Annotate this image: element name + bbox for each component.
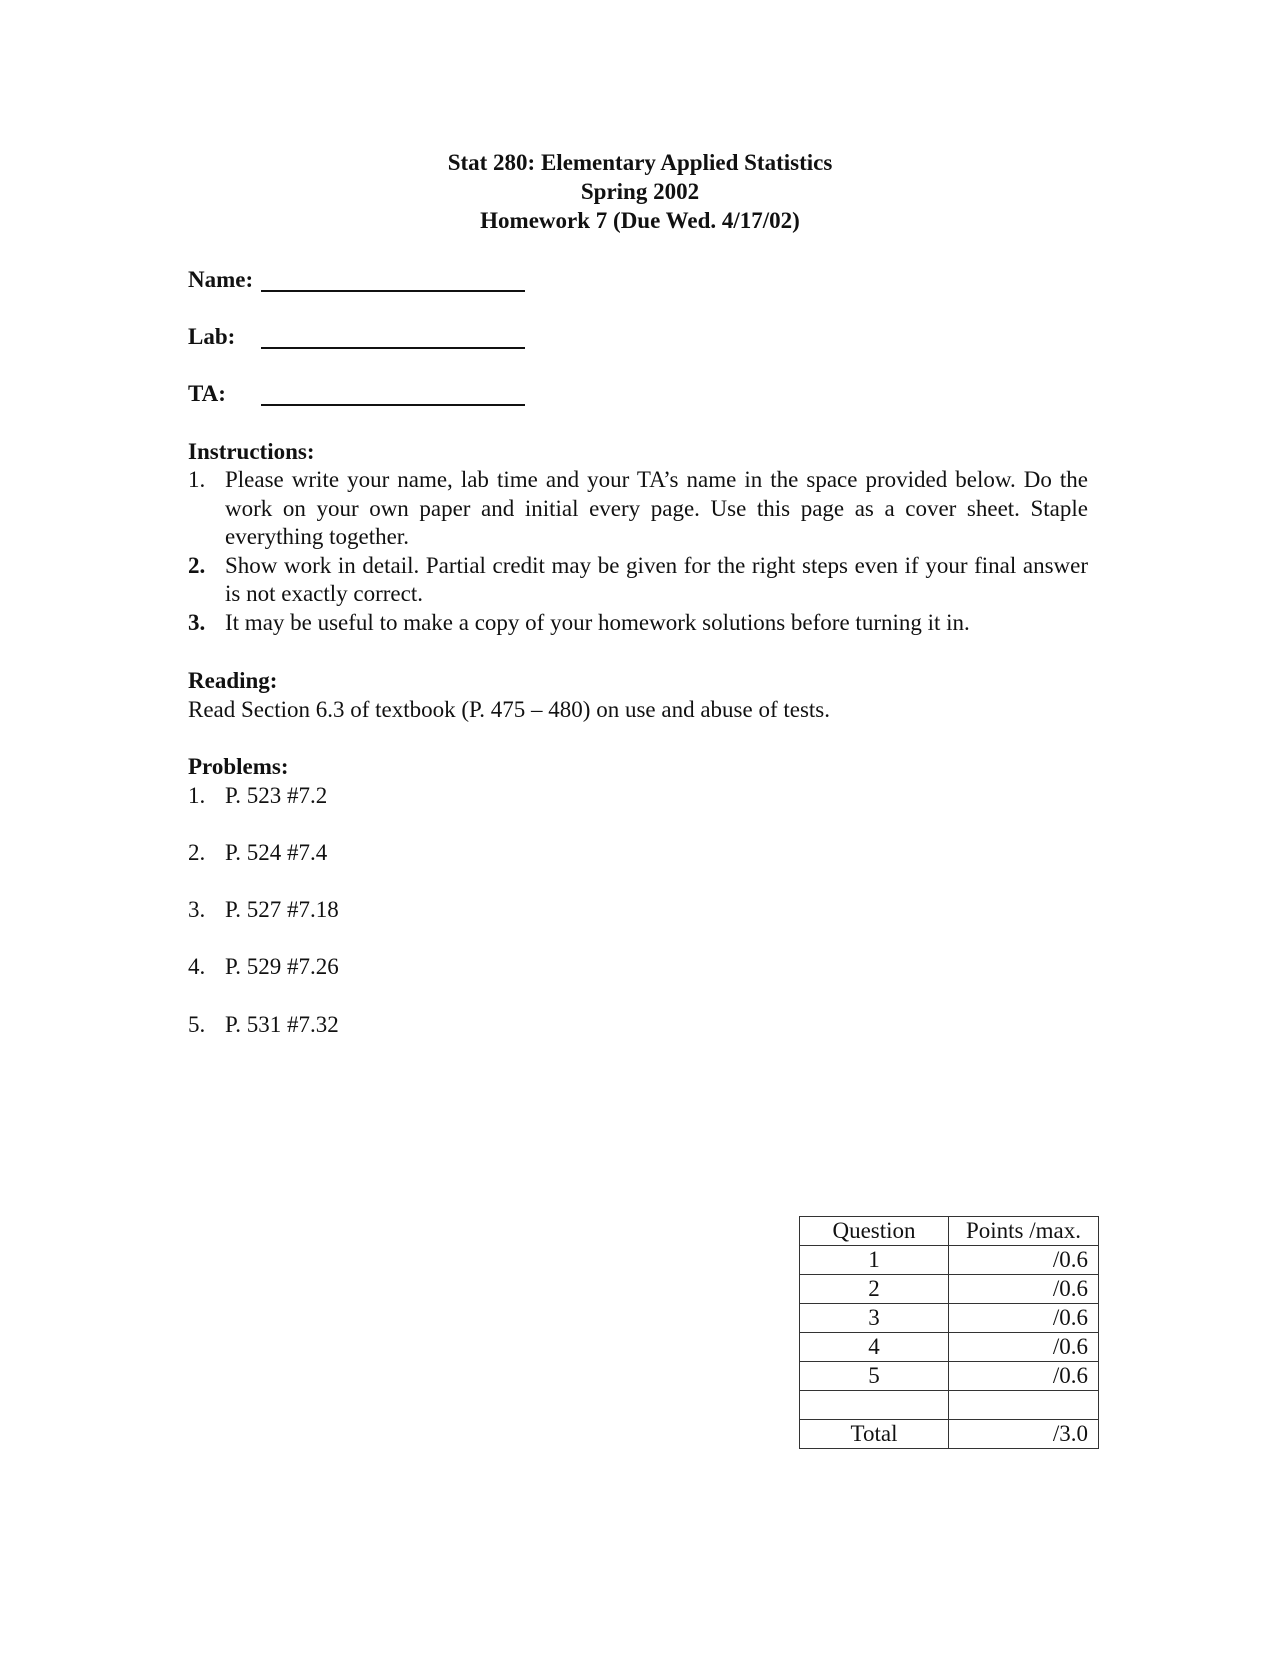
table-row xyxy=(800,1333,1099,1362)
table-row xyxy=(800,1362,1099,1391)
problem-text: P. 529 #7.26 xyxy=(225,954,339,979)
question-cell xyxy=(800,1391,949,1420)
instructions-heading: Instructions: xyxy=(188,439,315,464)
instruction-number: 1. xyxy=(188,467,206,492)
reading-heading: Reading: xyxy=(188,668,278,693)
question-cell: 3 xyxy=(800,1304,949,1333)
points-cell[interactable]: /0.6 xyxy=(949,1246,1099,1275)
table-header-row xyxy=(800,1217,1099,1246)
instruction-number: 3. xyxy=(188,609,206,635)
problem-item xyxy=(188,952,339,981)
instruction-text: Show work in detail. Partial credit may be given for the right steps even if your final answer is not exactly correct. xyxy=(225,552,1088,606)
question-cell: 4 xyxy=(800,1333,949,1362)
table-row xyxy=(800,1304,1099,1333)
points-cell[interactable]: /0.6 xyxy=(949,1333,1099,1362)
ta-blank-line[interactable] xyxy=(261,404,525,406)
problem-item xyxy=(188,895,339,924)
table-row xyxy=(800,1246,1099,1275)
lab-field[interactable] xyxy=(188,322,235,351)
column-header-points: Points /max. xyxy=(949,1217,1099,1246)
reading-text: Read Section 6.3 of textbook (P. 475 – 480) on use and abuse of tests. xyxy=(188,697,830,722)
name-label: Name: xyxy=(188,267,254,292)
name-blank-line[interactable] xyxy=(261,290,525,292)
instruction-text: It may be useful to make a copy of your homework solutions before turning it in. xyxy=(225,609,970,635)
lab-label: Lab: xyxy=(188,324,236,349)
problem-text: P. 531 #7.32 xyxy=(225,1012,339,1037)
column-header-question: Question xyxy=(800,1217,949,1246)
score-table xyxy=(799,1216,1099,1449)
problem-item xyxy=(188,781,327,810)
points-cell[interactable]: /0.6 xyxy=(949,1362,1099,1391)
points-cell[interactable]: /0.6 xyxy=(949,1275,1099,1304)
name-field[interactable] xyxy=(188,265,253,294)
question-cell: 1 xyxy=(800,1246,949,1275)
total-points-cell[interactable]: /3.0 xyxy=(949,1420,1099,1449)
problem-text: P. 527 #7.18 xyxy=(225,897,339,922)
assignment-title: Homework 7 (Due Wed. 4/17/02) xyxy=(480,208,800,233)
document-header xyxy=(0,148,1280,235)
instructions-list xyxy=(188,466,1088,637)
instruction-item xyxy=(188,552,1088,609)
problem-item xyxy=(188,838,327,867)
term: Spring 2002 xyxy=(580,179,700,204)
table-row-total xyxy=(800,1420,1099,1449)
table-row xyxy=(800,1275,1099,1304)
course-title: Stat 280: Elementary Applied Statistics xyxy=(447,150,833,175)
question-cell: 5 xyxy=(800,1362,949,1391)
problem-text: P. 524 #7.4 xyxy=(225,840,328,865)
problems-heading: Problems: xyxy=(188,754,289,779)
problem-number: 1. xyxy=(188,783,206,808)
instruction-number: 2. xyxy=(188,552,206,578)
ta-label: TA: xyxy=(188,381,226,406)
problem-number: 5. xyxy=(188,1012,206,1037)
ta-field[interactable] xyxy=(188,379,226,408)
points-cell xyxy=(949,1391,1099,1420)
problem-number: 3. xyxy=(188,897,206,922)
instruction-item xyxy=(188,609,1088,638)
instruction-item xyxy=(188,466,1088,552)
problem-number: 4. xyxy=(188,954,206,979)
instruction-text: Please write your name, lab time and your TA’s name in the space provided below. Do the work on your own paper and initial every page. Use this page as a cover sheet. Staple everything together. xyxy=(225,467,1088,549)
points-cell[interactable]: /0.6 xyxy=(949,1304,1099,1333)
lab-blank-line[interactable] xyxy=(261,347,525,349)
problem-item xyxy=(188,1010,339,1039)
problem-text: P. 523 #7.2 xyxy=(225,783,328,808)
problem-number: 2. xyxy=(188,840,206,865)
total-label-cell: Total xyxy=(800,1420,949,1449)
question-cell: 2 xyxy=(800,1275,949,1304)
table-row-blank xyxy=(800,1391,1099,1420)
